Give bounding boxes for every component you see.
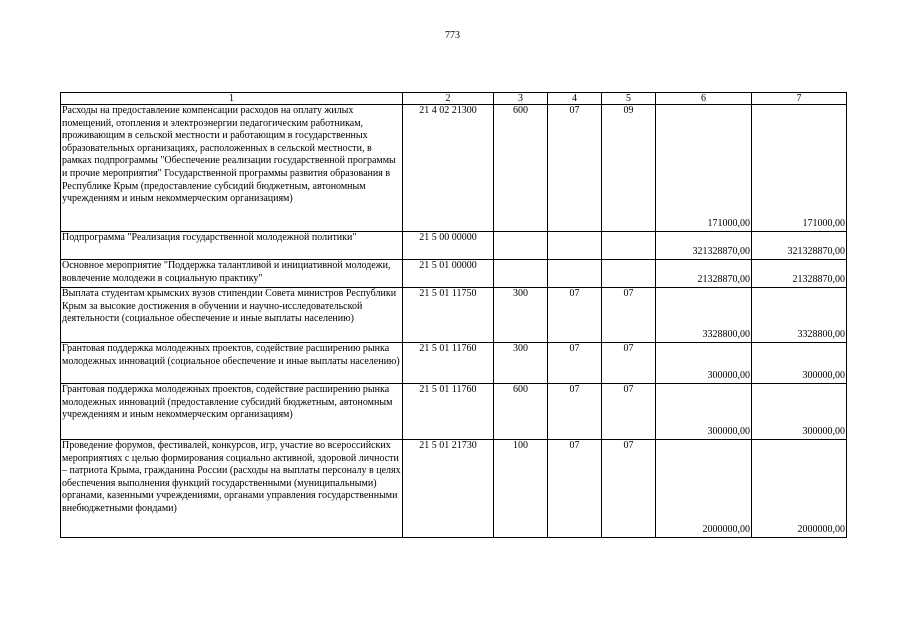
row-col-5: 07 [602,288,656,343]
row-col-5 [602,232,656,260]
row-amount-6: 21328870,00 [656,260,752,288]
row-amount-6: 2000000,00 [656,440,752,538]
row-code: 21 5 01 11760 [403,384,494,440]
table-header-row [61,93,847,105]
header-col-7: 7 [752,93,847,105]
row-description: Основное мероприятие "Поддержка талантливой и инициативной молодежи, вовлечение молодежи в социальную практику" [61,260,403,288]
row-col-3: 300 [494,288,548,343]
row-code: 21 5 01 11750 [403,288,494,343]
table-row [61,288,847,343]
row-col-3: 600 [494,105,548,232]
row-col-5 [602,260,656,288]
row-code: 21 5 01 00000 [403,260,494,288]
row-amount-7: 2000000,00 [752,440,847,538]
row-description: Расходы на предоставление компенсации расходов на оплату жилых помещений, отопления и электроэнергии педагогическим работникам, проживающим в сельской местности и работающим в государственных образовательных организациях, расположенных в сельской местности, в рамках подпрограммы "Обеспечение реализации государственной программы и прочие мероприятия" Государственной программы развития образования в Республике Крым (предоставление субсидий бюджетным, автономным учреждениям и иным некоммерческим организациям) [61,105,403,232]
row-description: Выплата студентам крымских вузов стипендии Совета министров Республики Крым за высокие достижения в обучении и научно-исследовательской деятельности (социальное обеспечение и иные выплаты населению) [61,288,403,343]
row-amount-7: 21328870,00 [752,260,847,288]
row-amount-6: 300000,00 [656,384,752,440]
row-col-5: 07 [602,343,656,384]
row-col-3: 100 [494,440,548,538]
header-col-5: 5 [602,93,656,105]
header-col-4: 4 [548,93,602,105]
budget-table [60,92,847,538]
table-row [61,343,847,384]
row-description: Грантовая поддержка молодежных проектов, содействие расширению рынка молодежных инноваций (социальное обеспечение и иные выплаты населению) [61,343,403,384]
row-col-4: 07 [548,288,602,343]
row-amount-6: 300000,00 [656,343,752,384]
row-col-4 [548,232,602,260]
row-code: 21 4 02 21300 [403,105,494,232]
table-row [61,384,847,440]
header-col-6: 6 [656,93,752,105]
row-col-3 [494,232,548,260]
row-amount-7: 3328800,00 [752,288,847,343]
row-col-4 [548,260,602,288]
row-amount-7: 321328870,00 [752,232,847,260]
table-row [61,440,847,538]
row-amount-6: 321328870,00 [656,232,752,260]
row-description: Проведение форумов, фестивалей, конкурсов, игр, участие во всероссийских мероприятиях с целью формирования социально активной, здоровой личности – патриота Крыма, гражданина России (расходы на выплаты персоналу в целях обеспечения выполнения функций государственными (муниципальными) органами, казенными учреждениями, органами управления государственными внебюджетными фондами) [61,440,403,538]
row-amount-6: 171000,00 [656,105,752,232]
row-code: 21 5 01 21730 [403,440,494,538]
row-col-4: 07 [548,105,602,232]
row-col-4: 07 [548,384,602,440]
row-col-3 [494,260,548,288]
page-number: 773 [445,30,460,41]
row-amount-7: 300000,00 [752,343,847,384]
header-col-3: 3 [494,93,548,105]
row-description: Грантовая поддержка молодежных проектов, содействие расширению рынка молодежных инноваций (предоставление субсидий бюджетным, автономным учреждениям и иным некоммерческим организациям) [61,384,403,440]
row-col-4: 07 [548,343,602,384]
row-col-3: 300 [494,343,548,384]
row-col-5: 07 [602,440,656,538]
row-amount-7: 300000,00 [752,384,847,440]
table-row [61,260,847,288]
table-row [61,105,847,232]
row-col-5: 09 [602,105,656,232]
header-col-1: 1 [61,93,403,105]
row-col-4: 07 [548,440,602,538]
table-row [61,232,847,260]
row-col-3: 600 [494,384,548,440]
row-amount-7: 171000,00 [752,105,847,232]
header-col-2: 2 [403,93,494,105]
row-amount-6: 3328800,00 [656,288,752,343]
row-code: 21 5 00 00000 [403,232,494,260]
row-col-5: 07 [602,384,656,440]
row-description: Подпрограмма "Реализация государственной молодежной политики" [61,232,403,260]
row-code: 21 5 01 11760 [403,343,494,384]
